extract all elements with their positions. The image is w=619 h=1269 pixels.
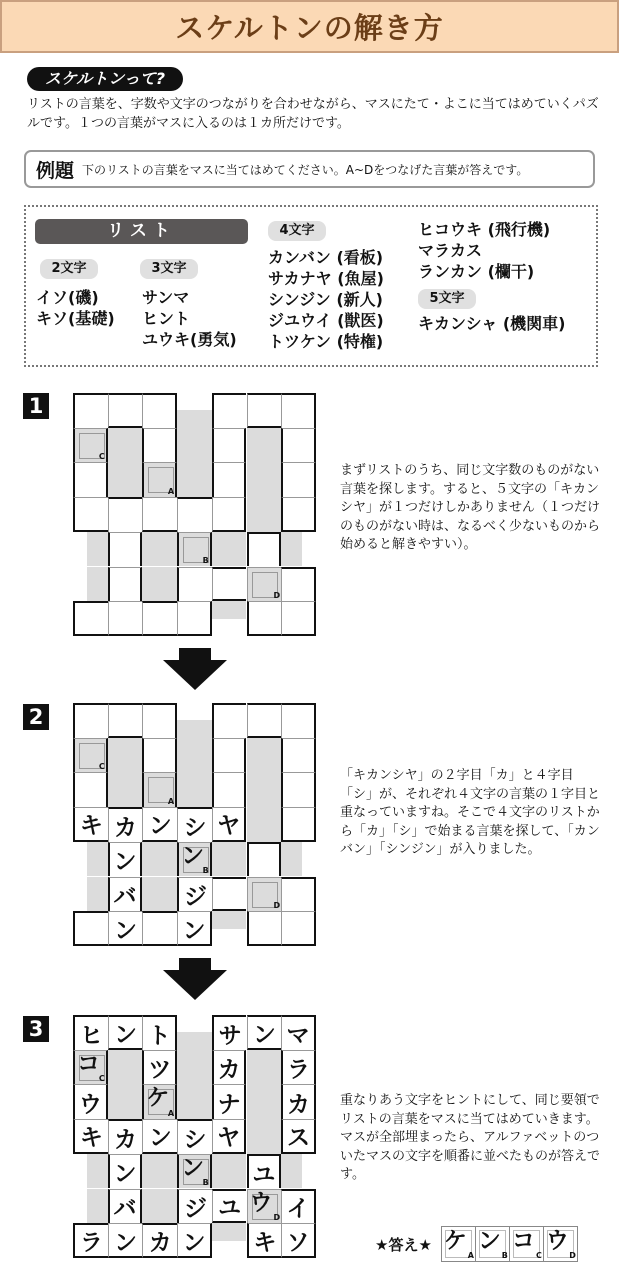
grid-cell — [142, 428, 177, 463]
cell-letter: ト — [147, 1022, 171, 1049]
grid-cell — [247, 842, 282, 877]
step-1-badge: 1 — [23, 393, 49, 419]
cell-letter: マ — [286, 1022, 310, 1049]
answer-cells — [442, 1226, 578, 1262]
answer-cell — [543, 1226, 578, 1262]
answer-letter: ウ — [545, 1228, 569, 1254]
grid-cell — [212, 772, 247, 807]
step-2-grid — [73, 703, 316, 946]
list-item: キカンシャ (機関車) — [418, 314, 566, 333]
grid-cell — [108, 601, 143, 636]
marked-cell — [177, 842, 212, 877]
grid-cell — [73, 393, 108, 428]
grid-cell — [142, 1119, 177, 1154]
tag-5: 5文字 — [418, 289, 476, 309]
list-item: シンジン (新人) — [268, 290, 383, 309]
outside-area — [177, 772, 212, 807]
step-3-text: 重なりあう文字をヒントにして、同じ要領でリストの言葉をマスに当てはめていきます。マスが全部埋まったら、アルファベットのついたマスの文字を順番に並べたものが答えです。 — [340, 1093, 601, 1182]
cell-letter: キ — [253, 1229, 277, 1256]
cell-letter: ン — [113, 1161, 137, 1188]
grid-cell — [108, 1154, 143, 1189]
grid-cell — [177, 1223, 212, 1258]
outside-area — [281, 1154, 302, 1189]
grid-cell — [142, 807, 177, 842]
list-item: ヒント — [142, 309, 191, 328]
grid-cell — [73, 1119, 108, 1154]
words-4a — [268, 247, 384, 352]
tag-2: 2文字 — [40, 259, 98, 279]
blocked-cell — [108, 772, 143, 807]
grid-cell — [281, 567, 316, 602]
step-3-grid — [73, 1015, 316, 1258]
grid-cell — [281, 738, 316, 773]
cell-letter: ン — [252, 1021, 276, 1048]
cell-letter: ラ — [79, 1230, 103, 1257]
down-arrow-icon — [163, 648, 227, 690]
grid-cell — [108, 807, 143, 842]
grid-cell — [73, 807, 108, 842]
grid-cell — [108, 842, 143, 877]
grid-cell — [73, 1084, 108, 1119]
grid-cell — [142, 911, 177, 946]
example-text: 下のリストの言葉をマスに当てはめてください。A~Dをつなげた言葉が答えです。 — [82, 162, 529, 177]
tag-4: 4文字 — [268, 221, 326, 241]
answer-letter: コ — [511, 1228, 535, 1254]
cell-letter: バ — [113, 883, 137, 910]
grid-cell — [247, 703, 282, 738]
blocked-cell — [142, 1154, 177, 1189]
list-item: キソ(基礎) — [36, 309, 115, 328]
blocked-cell — [142, 842, 177, 877]
page-header — [0, 0, 619, 53]
words-3 — [142, 287, 237, 350]
list-item: イソ(磯) — [36, 288, 99, 307]
grid-cell — [177, 601, 212, 636]
outside-area — [212, 1223, 247, 1240]
grid-cell — [142, 497, 177, 532]
step-1-text: まずリストのうち、同じ文字数のものがない言葉を探します。すると、５文字の「キカンシヤ」が１つだけしかありません（１つだけのものがない時は、なるべく少ないものから始めると解きやすい）。 — [340, 463, 601, 552]
grid-cell — [212, 393, 247, 428]
grid-cell — [212, 567, 247, 602]
marked-cell — [247, 877, 282, 912]
grid-cell — [177, 877, 212, 912]
grid-cell — [73, 1223, 108, 1258]
about-heading: スケルトンって? — [27, 67, 183, 91]
grid-cell — [73, 1015, 108, 1050]
outside-area — [281, 532, 302, 567]
cell-letter: ン — [148, 813, 172, 840]
cell-letter: シ — [183, 1126, 207, 1153]
cell-letter: ジ — [183, 1195, 207, 1222]
grid-cell — [281, 497, 316, 532]
outside-area — [87, 1189, 108, 1224]
words-5 — [418, 313, 565, 334]
marked-cell — [73, 738, 108, 773]
list-item: ランカン (欄干) — [418, 262, 535, 281]
grid-cell — [73, 497, 108, 532]
answer-cell — [441, 1226, 476, 1262]
cell-letter: ン — [181, 1154, 205, 1181]
grid-cell — [142, 1050, 177, 1085]
cell-letter: コ — [77, 1050, 100, 1077]
answer-marker: D — [569, 1251, 576, 1260]
outside-area — [87, 567, 108, 602]
grid-cell — [108, 532, 143, 567]
marker-label: D — [273, 1213, 281, 1223]
cell-letter: キ — [79, 813, 103, 840]
outside-area — [87, 532, 108, 567]
outside-area — [177, 720, 212, 772]
outside-area — [177, 462, 212, 497]
grid-cell — [281, 703, 316, 738]
answer-cell — [509, 1226, 544, 1262]
cell-letter: シ — [183, 814, 207, 841]
answer — [375, 1226, 578, 1262]
blocked-cell — [247, 1050, 282, 1085]
blocked-cell — [108, 1084, 143, 1119]
blocked-cell — [247, 738, 282, 773]
outside-area — [177, 410, 212, 462]
grid-cell — [281, 1223, 316, 1258]
list-item: マラカス — [418, 241, 483, 260]
marker-label: A — [167, 797, 175, 807]
grid-cell — [212, 738, 247, 773]
marked-cell — [73, 1050, 108, 1085]
grid-cell — [281, 1084, 316, 1119]
grid-cell — [281, 1050, 316, 1085]
grid-cell — [212, 428, 247, 463]
grid-cell — [73, 703, 108, 738]
down-arrow-icon — [163, 958, 227, 1000]
cell-letter: ン — [182, 1229, 206, 1256]
grid-cell — [281, 393, 316, 428]
list-item: ユウキ(勇気) — [142, 330, 237, 349]
list-item: サカナヤ (魚屋) — [268, 269, 384, 288]
cell-letter: バ — [113, 1195, 137, 1222]
grid-cell — [177, 567, 212, 602]
grid-cell — [73, 772, 108, 807]
tag-3: 3文字 — [140, 259, 198, 279]
grid-cell — [247, 393, 282, 428]
grid-cell — [247, 532, 282, 567]
cell-letter: ウ — [249, 1189, 273, 1216]
marker-label: B — [202, 866, 209, 876]
grid-cell — [142, 703, 177, 738]
grid-cell — [281, 462, 316, 497]
grid-cell — [212, 877, 247, 912]
grid-cell — [212, 703, 247, 738]
grid-cell — [177, 497, 212, 532]
marker-label: D — [273, 901, 281, 911]
cell-letter: ケ — [146, 1085, 170, 1112]
cell-letter: ヒ — [79, 1022, 103, 1049]
cell-letter: ン — [182, 917, 206, 944]
grid-cell — [212, 1084, 247, 1119]
cell-letter: ツ — [148, 1057, 172, 1084]
blocked-cell — [247, 1084, 282, 1119]
grid-cell — [247, 1154, 282, 1189]
cell-letter: ヤ — [217, 1125, 241, 1152]
marked-cell — [177, 1154, 212, 1189]
grid-cell — [212, 1119, 247, 1154]
answer-letter: ン — [477, 1228, 501, 1254]
words-2 — [36, 287, 115, 329]
list-item: サンマ — [142, 288, 190, 307]
cell-letter: イ — [286, 1196, 310, 1223]
list-item: ヒコウキ (飛行機) — [418, 220, 551, 239]
cell-letter: カ — [114, 814, 138, 841]
grid-cell — [108, 497, 143, 532]
grid-cell — [212, 807, 247, 842]
grid-cell — [247, 1223, 282, 1258]
blocked-cell — [142, 877, 177, 912]
blocked-cell — [108, 428, 143, 463]
grid-cell — [142, 601, 177, 636]
word-list — [24, 205, 598, 367]
cell-letter: ン — [181, 842, 205, 869]
blocked-cell — [212, 842, 247, 877]
answer-letter: ケ — [443, 1228, 467, 1254]
words-4b — [418, 219, 550, 282]
grid-cell — [281, 428, 316, 463]
grid-cell — [212, 1189, 247, 1224]
marker-label: C — [98, 762, 105, 772]
blocked-cell — [142, 567, 177, 602]
grid-cell — [281, 1189, 316, 1224]
grid-cell — [108, 1015, 143, 1050]
blocked-cell — [247, 1119, 282, 1154]
grid-cell — [281, 807, 316, 842]
marked-cell — [247, 1189, 282, 1224]
marker-label: C — [98, 452, 105, 462]
grid-cell — [108, 393, 143, 428]
outside-area — [212, 601, 247, 618]
cell-letter: ラ — [287, 1057, 311, 1084]
grid-cell — [142, 393, 177, 428]
outside-area — [212, 911, 247, 928]
step-3-badge: 3 — [23, 1016, 49, 1042]
grid-cell — [108, 877, 143, 912]
grid-cell — [247, 1015, 282, 1050]
grid-cell — [108, 567, 143, 602]
blocked-cell — [108, 738, 143, 773]
grid-cell — [73, 601, 108, 636]
blocked-cell — [247, 497, 282, 532]
cell-letter: ソ — [286, 1229, 310, 1256]
marked-cell — [247, 567, 282, 602]
grid-cell — [212, 497, 247, 532]
cell-letter: カ — [148, 1230, 172, 1257]
example-box — [24, 150, 595, 188]
blocked-cell — [142, 532, 177, 567]
grid-cell — [281, 877, 316, 912]
grid-cell — [177, 1119, 212, 1154]
grid-cell — [212, 1050, 247, 1085]
grid-cell — [142, 738, 177, 773]
step-1-grid — [73, 393, 316, 636]
blocked-cell — [108, 462, 143, 497]
page-title: スケルトンの解き方 — [175, 11, 444, 45]
grid-cell — [281, 601, 316, 636]
answer-marker: B — [501, 1251, 508, 1260]
answer-cell — [475, 1226, 510, 1262]
grid-cell — [73, 911, 108, 946]
grid-cell — [108, 703, 143, 738]
grid-cell — [212, 462, 247, 497]
list-item: カンバン (看板) — [268, 248, 384, 267]
cell-letter: キ — [79, 1125, 103, 1152]
cell-letter: ン — [113, 849, 137, 876]
grid-cell — [177, 911, 212, 946]
outside-area — [87, 842, 108, 877]
marked-cell — [142, 772, 177, 807]
grid-cell — [247, 601, 282, 636]
cell-letter: カ — [217, 1057, 241, 1084]
cell-letter: ス — [287, 1125, 311, 1152]
cell-letter: ン — [114, 1021, 138, 1048]
example-label: 例題 — [36, 159, 75, 182]
grid-cell — [281, 772, 316, 807]
grid-cell — [108, 911, 143, 946]
grid-cell — [281, 1015, 316, 1050]
cell-letter: ナ — [217, 1091, 241, 1118]
cell-letter: ウ — [78, 1091, 102, 1118]
blocked-cell — [108, 1050, 143, 1085]
outside-area — [281, 842, 302, 877]
grid-cell — [142, 1223, 177, 1258]
marker-label: B — [202, 556, 209, 566]
marked-cell — [142, 1084, 177, 1119]
blocked-cell — [247, 807, 282, 842]
marked-cell — [177, 532, 212, 567]
cell-letter: ジ — [183, 883, 207, 910]
blocked-cell — [142, 1189, 177, 1224]
blocked-cell — [247, 428, 282, 463]
marked-cell — [142, 462, 177, 497]
grid-cell — [73, 462, 108, 497]
outside-area — [87, 877, 108, 912]
cell-letter: ユ — [252, 1161, 276, 1188]
cell-letter: カ — [287, 1091, 311, 1118]
marker-label: A — [167, 1109, 175, 1119]
grid-cell — [281, 1119, 316, 1154]
marker-label: C — [98, 1074, 105, 1084]
grid-cell — [281, 911, 316, 946]
cell-letter: ン — [114, 917, 138, 944]
grid-cell — [142, 1015, 177, 1050]
step-2-badge: 2 — [23, 704, 49, 730]
answer-marker: A — [467, 1251, 474, 1260]
step-2-text: 「キカンシヤ」の２字目「カ」と４字目「シ」が、それぞれ４文字の言葉の１字目と重なっていますね。そこで４文字のリストから「カ」「シ」で始まる言葉を探して、「カンバン」「シンジン」が入りました。 — [340, 768, 601, 857]
cell-letter: ン — [148, 1125, 172, 1152]
outside-area — [177, 1032, 212, 1084]
cell-letter: サ — [218, 1022, 242, 1049]
outside-area — [87, 1154, 108, 1189]
marker-label: B — [202, 1178, 209, 1188]
list-item: ジユウイ (獣医) — [268, 311, 384, 330]
blocked-cell — [247, 462, 282, 497]
grid-cell — [177, 807, 212, 842]
marker-label: D — [273, 591, 281, 601]
grid-cell — [212, 1015, 247, 1050]
cell-letter: カ — [114, 1126, 138, 1153]
blocked-cell — [212, 532, 247, 567]
outside-area — [177, 1084, 212, 1119]
grid-cell — [177, 1189, 212, 1224]
cell-letter: ユ — [218, 1195, 242, 1222]
intro-text: リストの言葉を、字数や文字のつながりを合わせながら、マスにたて・よこに当てはめていくパズルです。１つの言葉がマスに入るのは１カ所だけです。 — [27, 97, 599, 131]
cell-letter: ン — [114, 1229, 138, 1256]
answer-label: ★答え★ — [375, 1235, 432, 1254]
grid-cell — [108, 1223, 143, 1258]
marked-cell — [73, 428, 108, 463]
cell-letter: ヤ — [217, 813, 241, 840]
grid-cell — [108, 1119, 143, 1154]
grid-cell — [247, 911, 282, 946]
answer-marker: C — [536, 1251, 542, 1260]
blocked-cell — [212, 1154, 247, 1189]
list-title: リスト — [35, 219, 248, 244]
grid-cell — [108, 1189, 143, 1224]
list-item: トツケン (特権) — [268, 332, 384, 351]
blocked-cell — [247, 772, 282, 807]
marker-label: A — [167, 487, 175, 497]
